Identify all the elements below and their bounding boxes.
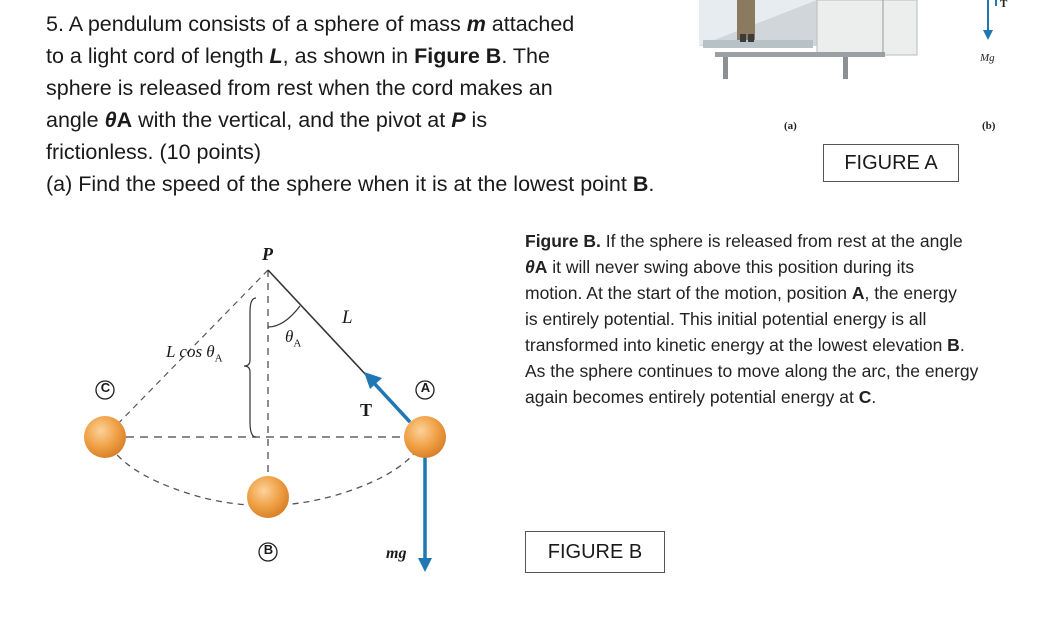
pivot-symbol: P xyxy=(451,108,466,132)
point-c-ref: C xyxy=(858,387,872,407)
caption-line xyxy=(525,228,1035,254)
point-a-ref: A xyxy=(851,283,865,303)
text: is xyxy=(465,108,488,132)
figure-b-label: FIGURE B xyxy=(525,531,665,573)
angle-subscript: A xyxy=(293,337,302,350)
point-b-ref: B xyxy=(947,335,960,355)
figure-b-diagram xyxy=(80,232,480,592)
figure-a-force-diagram xyxy=(950,0,1040,140)
theta-subscript: A xyxy=(534,257,548,277)
text: (a) Find the speed of the sphere when it is at the lowest point xyxy=(46,172,633,196)
sphere-b xyxy=(247,476,289,518)
tension-mark: T xyxy=(1000,0,1008,10)
point-b-label: B xyxy=(263,542,274,557)
angle-arc xyxy=(268,306,300,327)
subfigure-b-label: (b) xyxy=(982,120,996,132)
theta-symbol: θ xyxy=(104,108,117,132)
tension-vector xyxy=(373,382,410,422)
figure-reference: Figure B xyxy=(414,44,502,68)
text: . The xyxy=(501,44,550,68)
subfigure-a-label: (a) xyxy=(784,120,797,132)
text: motion. At the start of the motion, position xyxy=(525,283,852,303)
caption-line xyxy=(525,332,1035,358)
mass-symbol: m xyxy=(466,12,486,36)
text: . xyxy=(648,172,655,196)
caption-line xyxy=(525,384,1035,410)
problem-line xyxy=(46,40,726,72)
tension-label: T xyxy=(360,400,373,420)
length-symbol: L xyxy=(269,44,283,68)
figure-b-caption xyxy=(525,228,1035,410)
text: angle xyxy=(46,108,105,132)
length-label: L xyxy=(342,307,353,328)
caption-line xyxy=(525,254,1035,280)
angle-theta: θ xyxy=(285,327,294,346)
caption-line xyxy=(525,280,1035,306)
point-a-label: A xyxy=(420,380,431,395)
mg-label: Mg xyxy=(980,52,995,64)
sphere-c xyxy=(84,416,126,458)
text: it will never swing above this position during its xyxy=(547,257,915,277)
figure-a-label: FIGURE A xyxy=(823,144,959,182)
angle-label xyxy=(285,327,301,349)
theta-subscript: A xyxy=(116,108,133,132)
problem-line: frictionless. (10 points) xyxy=(46,140,262,164)
problem-line xyxy=(46,104,726,136)
text: . xyxy=(871,387,877,407)
theta-symbol: θ xyxy=(525,257,535,277)
lcos-text: L cos θ xyxy=(166,342,215,361)
problem-line xyxy=(46,168,726,200)
text: transformed into kinetic energy at the lowest elevation xyxy=(525,335,948,355)
pivot-label: P xyxy=(262,244,273,264)
sphere-a xyxy=(404,416,446,458)
problem-line: sphere is released from rest when the cord makes an xyxy=(46,76,553,100)
lcos-subscript: A xyxy=(214,352,223,365)
text: , the energy xyxy=(864,283,957,303)
weight-label: mg xyxy=(386,545,407,562)
caption-title: Figure B. xyxy=(525,231,601,251)
problem-statement xyxy=(46,8,726,200)
figure-a-photo xyxy=(693,0,923,80)
text: , as shown in xyxy=(282,44,415,68)
weight-arrow xyxy=(950,0,1040,60)
caption-line: As the sphere continues to move along the arc, the energy xyxy=(525,361,979,381)
text: 5. A pendulum consists of a sphere of mass xyxy=(46,12,467,36)
caption-line: is entirely potential. This initial potential energy is all xyxy=(525,309,927,329)
lcos-label xyxy=(166,342,223,364)
text: to a light cord of length xyxy=(46,44,270,68)
weight-arrowhead xyxy=(418,558,432,572)
text: . xyxy=(959,335,965,355)
lcos-bracket xyxy=(244,298,256,437)
problem-line xyxy=(46,8,726,40)
text: If the sphere is released from rest at the angle xyxy=(600,231,963,251)
text: with the vertical, and the pivot at xyxy=(132,108,452,132)
text: again becomes entirely potential energy at xyxy=(525,387,859,407)
point-b-ref: B xyxy=(632,172,649,196)
point-c-label: C xyxy=(100,380,111,395)
text: attached xyxy=(485,12,575,36)
